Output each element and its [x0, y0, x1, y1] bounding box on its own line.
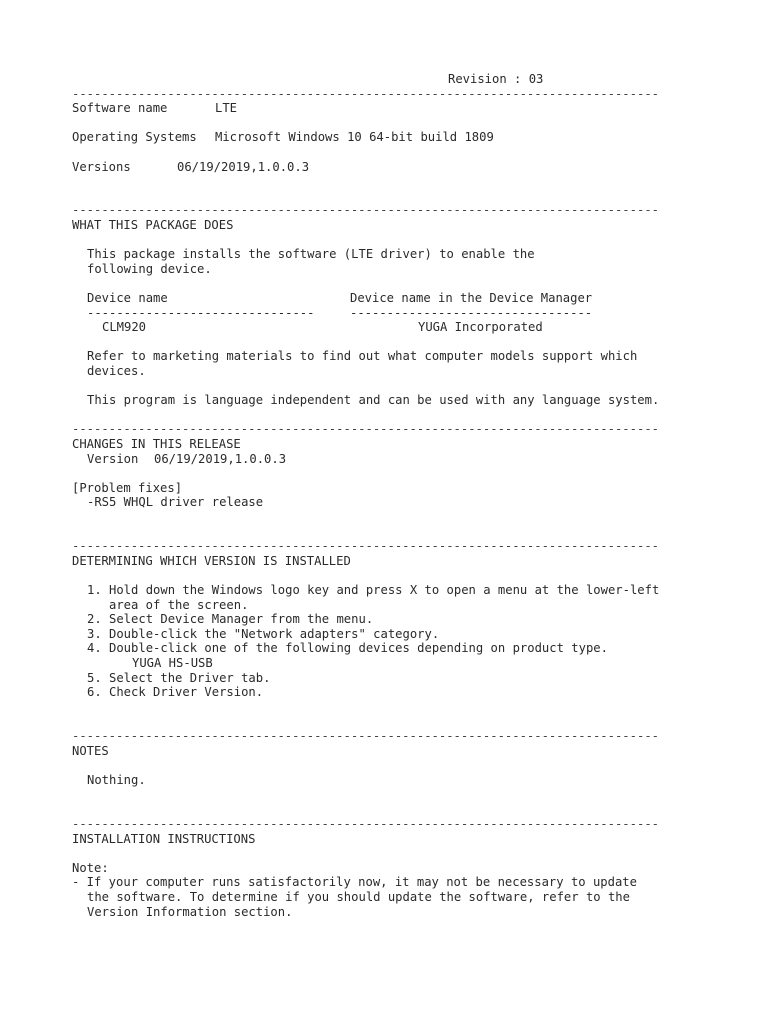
section-heading-what-this-package-does: WHAT THIS PACKAGE DOES — [72, 218, 234, 232]
step-2: 2. Select Device Manager from the menu. — [87, 612, 374, 627]
package-intro-line1: This package installs the software (LTE driver) to enable the — [87, 247, 535, 262]
section-heading-changes: CHANGES IN THIS RELEASE — [72, 437, 241, 451]
os-label: Operating Systems — [72, 130, 197, 145]
divider-rule: -------------------------------------------------------------------------------- — [72, 817, 659, 831]
os-value: Microsoft Windows 10 64-bit build 1809 — [215, 130, 494, 145]
package-intro-line2: following device. — [87, 261, 212, 276]
section-heading-notes: NOTES — [72, 743, 109, 758]
installation-note-line1: - If your computer runs satisfactorily now, it may not be necessary to update — [72, 875, 637, 890]
section-heading-installation: INSTALLATION INSTRUCTIONS — [72, 831, 256, 846]
device-name-column-header: Device name — [87, 291, 168, 305]
versions-value: 06/19/2019,1.0.0.3 — [177, 159, 310, 174]
step-3: 3. Double-click the "Network adapters" category. — [87, 626, 440, 641]
divider-rule: -------------------------------------------------------------------------------- — [72, 203, 659, 218]
installation-note-line3: Version Information section. — [87, 904, 293, 919]
installation-note-label: Note: — [72, 860, 109, 875]
column-underline: ------------------------------- — [87, 305, 315, 320]
versions-label: Versions — [72, 159, 131, 174]
divider-rule: -------------------------------------------------------------------------------- — [72, 729, 659, 743]
step-6: 6. Check Driver Version. — [87, 685, 264, 700]
installation-note-line2: the software. To determine if you should update the software, refer to the — [87, 890, 630, 904]
step-4-device: YUGA HS-USB — [132, 656, 213, 670]
language-independent-line: This program is language independent and can be used with any language system. — [87, 393, 660, 408]
refer-marketing-line2: devices. — [87, 364, 146, 378]
divider-rule: -------------------------------------------------------------------------------- — [72, 539, 659, 554]
problem-fixes-label: [Problem fixes] — [72, 480, 183, 495]
changes-version-label: Version — [87, 451, 139, 466]
device-manager-name-value: YUGA Incorporated — [418, 320, 543, 335]
software-name-value: LTE — [215, 101, 238, 116]
step-1-line1: 1. Hold down the Windows logo key and press X to open a menu at the lower-left — [87, 583, 660, 597]
section-heading-determining-version: DETERMINING WHICH VERSION IS INSTALLED — [72, 553, 351, 568]
device-name-value: CLM920 — [102, 320, 147, 335]
revision-label: Revision : 03 — [448, 72, 544, 86]
step-1-line2: area of the screen. — [109, 597, 249, 612]
divider-rule: -------------------------------------------------------------------------------- — [72, 86, 659, 101]
refer-marketing-line1: Refer to marketing materials to find out what computer models support which — [87, 349, 638, 364]
software-name-label: Software name — [72, 101, 168, 116]
device-manager-column-header: Device name in the Device Manager — [350, 291, 593, 305]
changes-version-value: 06/19/2019,1.0.0.3 — [154, 451, 287, 466]
column-underline: --------------------------------- — [350, 305, 593, 320]
divider-rule: -------------------------------------------------------------------------------- — [72, 422, 659, 437]
problem-fix-item: -RS5 WHQL driver release — [87, 495, 264, 510]
step-4: 4. Double-click one of the following devices depending on product type. — [87, 641, 608, 656]
notes-body: Nothing. — [87, 772, 146, 787]
step-5: 5. Select the Driver tab. — [87, 670, 271, 685]
